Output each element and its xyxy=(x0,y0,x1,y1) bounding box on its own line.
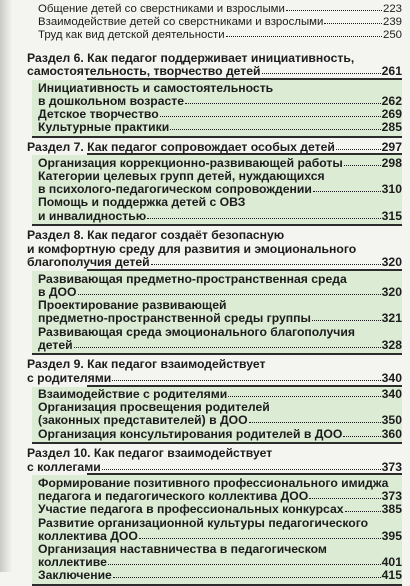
entry-title: Организация коррекционно-развивающей работы xyxy=(38,155,343,170)
entry-line xyxy=(38,556,402,569)
entry-title: коллектива ДОО xyxy=(38,528,138,543)
entry-title: в дошкольном возрасте xyxy=(38,93,184,108)
entry-title: коллективе xyxy=(38,555,107,570)
section-top-rule xyxy=(87,269,402,271)
entry-page-number: 373 xyxy=(381,489,402,504)
entry-title: Взаимодействие детей со сверстниками и взрослыми xyxy=(38,16,324,29)
entry-title: Общение детей со сверстниками и взрослыми xyxy=(38,3,285,15)
entry-title: предметно-пространственной среды группы xyxy=(38,311,311,326)
entry-title: педагога и педагогического коллектива ДОО xyxy=(38,489,309,504)
section-heading-line: Раздел 6. Как педагог поддерживает инициативность, xyxy=(27,50,355,65)
entry-line xyxy=(38,569,402,582)
section-bottom-rule xyxy=(32,224,402,226)
entry-title: Взаимодействие с родителями xyxy=(38,387,228,401)
entry-page-number: 395 xyxy=(381,528,402,543)
section-top-rule xyxy=(87,78,402,80)
dot-leader xyxy=(249,413,381,423)
entry-line: Развитие организационной культуры педагогического xyxy=(38,515,369,530)
dot-leader xyxy=(309,489,380,499)
entry-title: в ДОО xyxy=(38,284,77,299)
dot-leader xyxy=(345,502,381,512)
section-heading-line: и комфортную среду для развития и эмоционального xyxy=(27,241,357,256)
section-heading-title: благополучия детей xyxy=(27,255,150,270)
dot-leader xyxy=(228,387,380,397)
section-heading-line xyxy=(27,372,402,385)
entry-page-number: 285 xyxy=(381,120,402,135)
section-heading-title: Раздел 7. Как педагог сопровождает особых детей xyxy=(27,139,335,154)
entry-line xyxy=(38,503,402,516)
dot-leader xyxy=(74,338,381,348)
entry-line xyxy=(38,530,402,543)
section-heading-line: Раздел 9. Как педагог взаимодействует xyxy=(27,356,266,371)
entry-line xyxy=(38,121,402,134)
section-bottom-rule xyxy=(32,442,402,444)
dot-leader xyxy=(262,64,381,74)
entry-line xyxy=(38,428,402,441)
section-bottom-rule xyxy=(32,353,402,355)
dot-leader xyxy=(286,1,382,11)
dot-leader xyxy=(226,27,382,37)
entry-line: Проектирование развивающей xyxy=(38,298,227,313)
dot-leader xyxy=(343,427,380,437)
entry-page-number: 415 xyxy=(381,568,402,583)
section-heading-title: с коллегами xyxy=(27,459,101,474)
entry-page-number: 262 xyxy=(381,93,402,108)
section-heading-line xyxy=(27,65,402,78)
entry-line: Инициативность и самостоятельность xyxy=(38,80,274,95)
entry-page-number: 269 xyxy=(381,107,402,122)
entry-page-number: 401 xyxy=(381,555,402,570)
section-heading-line xyxy=(27,256,402,269)
entry-line: Организация просвещения родителей xyxy=(38,400,270,415)
entry-title: Детское творчество xyxy=(38,107,159,122)
entry-line xyxy=(38,28,402,42)
dot-leader xyxy=(185,94,381,104)
entry-page-number: 328 xyxy=(381,337,402,352)
entry-page-number: 298 xyxy=(381,155,402,170)
dot-leader xyxy=(170,120,380,130)
dot-leader xyxy=(102,460,381,470)
dot-leader xyxy=(313,182,381,192)
entry-line: Развивающая среда эмоционального благополучия xyxy=(38,324,355,339)
dot-leader xyxy=(151,255,381,265)
entry-line: Формирование позитивного профессионального имиджа xyxy=(38,475,389,490)
entry-line xyxy=(38,490,402,503)
entry-line xyxy=(38,183,402,196)
entry-title: (законных представителей) в ДОО xyxy=(38,413,248,428)
entry-page-number: 320 xyxy=(381,284,402,299)
entry-page-number: 315 xyxy=(381,208,402,223)
entry-line: Развивающая предметно-пространственная среда xyxy=(38,271,347,286)
section-heading-line xyxy=(27,461,402,474)
entry-line xyxy=(38,95,402,108)
entry-title: в психолого-педагогическом сопровождении xyxy=(38,182,312,197)
entry-title: детей xyxy=(38,337,73,352)
entry-page-number: 385 xyxy=(381,502,402,517)
section-heading-line xyxy=(27,141,402,154)
dot-leader xyxy=(147,209,381,219)
dot-leader xyxy=(336,140,381,150)
entry-title: Организация консультирования родителей в ДОО xyxy=(38,426,343,441)
section-heading-page-number: 297 xyxy=(381,139,402,154)
entry-title: и инвалидностью xyxy=(38,208,147,223)
entry-page-number: 321 xyxy=(381,311,402,326)
entry-page-number: 310 xyxy=(381,182,402,197)
dot-leader xyxy=(113,568,381,578)
entry-page-number: 250 xyxy=(382,29,402,42)
entry-page-number: 223 xyxy=(382,3,402,15)
dot-leader xyxy=(312,311,381,321)
dot-leader xyxy=(108,555,381,565)
dot-leader xyxy=(78,285,381,295)
entry-line xyxy=(38,339,402,352)
entry-line xyxy=(38,312,402,325)
entry-line xyxy=(38,388,402,401)
entry-title: Заключение xyxy=(38,568,112,583)
entry-line: Организация наставничества в педагогическом xyxy=(38,541,327,556)
section-heading-page-number: 340 xyxy=(381,370,402,385)
entry-page-number: 360 xyxy=(381,426,402,441)
section-heading-title: с родителями xyxy=(27,370,112,385)
entry-line: Категории целевых групп детей, нуждающихся xyxy=(38,169,325,183)
section-heading-page-number: 373 xyxy=(381,459,402,474)
section-bottom-rule xyxy=(32,136,402,138)
entry-line: Помощь и поддержка детей с ОВЗ xyxy=(38,195,246,210)
entry-line xyxy=(38,286,402,299)
entry-title: Труд как вид детской деятельности xyxy=(38,29,225,42)
entry-line xyxy=(38,210,402,223)
section-heading-title: самостоятельность, творчество детей xyxy=(27,64,261,79)
entry-line xyxy=(38,414,402,427)
dot-leader xyxy=(344,156,381,166)
entry-title: Культурные практики xyxy=(38,120,170,135)
entry-line xyxy=(38,157,402,170)
dot-leader xyxy=(160,107,381,117)
dot-leader xyxy=(324,14,382,24)
section-heading-line: Раздел 10. Как педагог взаимодействует xyxy=(27,445,273,460)
entry-title: Участие педагога в профессиональных конкурсах xyxy=(38,502,344,517)
dot-leader xyxy=(139,529,381,539)
entry-page-number: 340 xyxy=(381,387,402,401)
entry-page-number: 350 xyxy=(381,413,402,428)
entry-line xyxy=(38,108,402,121)
dot-leader xyxy=(112,371,380,381)
section-heading-page-number: 320 xyxy=(381,255,402,270)
entry-page-number: 239 xyxy=(382,16,402,29)
section-heading-line: Раздел 8. Как педагог создаёт безопасную xyxy=(27,227,285,242)
section-heading-page-number: 261 xyxy=(381,64,402,79)
